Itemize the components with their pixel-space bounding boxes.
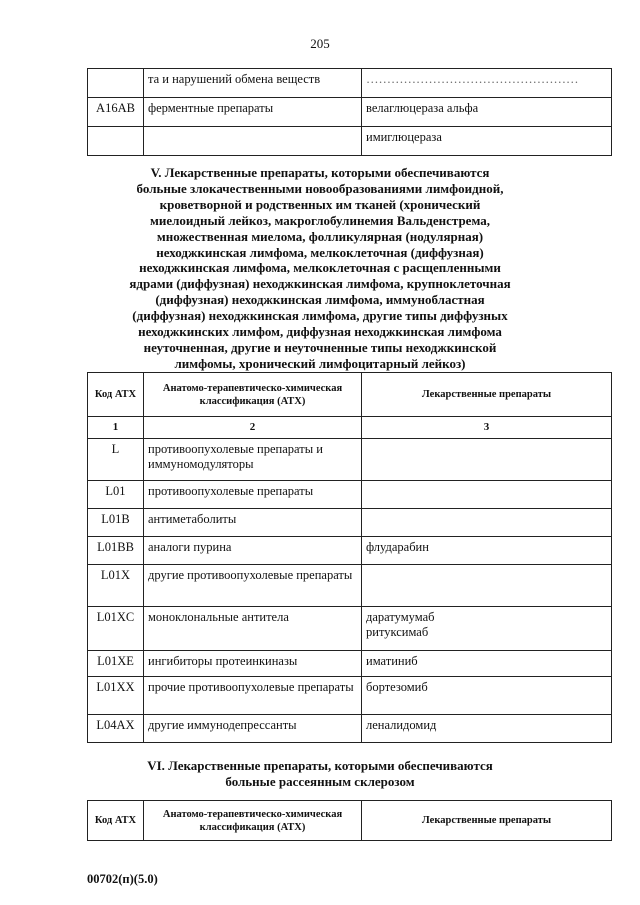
atc-classification: моноклональные антитела — [144, 607, 362, 651]
table-row — [88, 481, 612, 509]
heading-line: множественная миелома, фолликулярная (нодулярная) — [156, 228, 484, 244]
drug-list — [362, 651, 612, 677]
table-row — [88, 537, 612, 565]
atc-code: L01XX — [88, 677, 144, 715]
atc-classification: другие иммунодепрессанты — [144, 715, 362, 743]
table-row — [88, 98, 612, 127]
drug-list — [362, 565, 612, 607]
drug-name: флударабин — [366, 540, 429, 554]
heading-line: миелоидный лейкоз, макроглобулинемия Вальденстрема, — [150, 212, 490, 228]
drug-name: иматиниб — [366, 654, 418, 668]
heading-line: V. Лекарственные препараты, которыми обеспечиваются — [150, 165, 490, 180]
atc-code: L04AX — [88, 715, 144, 743]
heading-line: неходжкинских лимфом, диффузная неходжкинская лимфома — [138, 324, 502, 340]
drug-list — [362, 715, 612, 743]
header-drugs: Лекарственные препараты — [362, 801, 612, 841]
atc-classification: аналоги пурина — [144, 537, 362, 565]
atc-classification: прочие противоопухолевые препараты — [144, 677, 362, 715]
drug-list — [362, 481, 612, 509]
column-index-3: 3 — [362, 417, 612, 439]
table-row — [88, 69, 612, 98]
drug-list — [362, 439, 612, 481]
atc-classification — [144, 127, 362, 156]
drug-list — [362, 509, 612, 537]
column-index-2: 2 — [144, 417, 362, 439]
atc-code: L01XE — [88, 651, 144, 677]
heading-line: кроветворной и родственных им тканей (хронический — [159, 196, 481, 212]
heading-line: больные рассеянным склерозом — [225, 773, 415, 789]
table-row — [88, 607, 612, 651]
header-classification: Анатомо-терапевтическо-химическая классификация (АТХ) — [144, 801, 362, 841]
heading-line: VI. Лекарственные препараты, которыми обеспечиваются — [147, 758, 493, 773]
header-drugs: Лекарственные препараты — [362, 373, 612, 417]
atc-code: L01X — [88, 565, 144, 607]
page-number: 205 — [310, 36, 330, 51]
atc-classification: та и нарушений обмена веществ — [144, 69, 362, 98]
atc-code: L01XC — [88, 607, 144, 651]
heading-line: (диффузная) неходжкинская лимфома, иммунобластная — [155, 292, 485, 308]
drug-name: ритуксимаб — [366, 625, 429, 639]
atc-classification: другие противоопухолевые препараты — [144, 565, 362, 607]
atc-code — [88, 69, 144, 98]
drug-list — [362, 127, 612, 156]
header-code: Код АТХ — [88, 373, 144, 417]
drug-name: …………………………………………… — [366, 72, 579, 86]
atc-classification: ингибиторы протеинкиназы — [144, 651, 362, 677]
table-row — [88, 565, 612, 607]
drug-table-section-6 — [87, 800, 612, 841]
drug-name: даратумумаб — [366, 610, 435, 624]
drug-list — [362, 607, 612, 651]
atc-code: L01BB — [88, 537, 144, 565]
drug-name: леналидомид — [366, 718, 437, 732]
column-index-1: 1 — [88, 417, 144, 439]
table-row — [88, 715, 612, 743]
heading-line: (диффузная) неходжкинская лимфома, другие типы диффузных — [132, 308, 508, 324]
heading-line: неходжкинская лимфома, мелкоклеточная с расщепленными — [139, 260, 501, 276]
atc-code: A16AB — [88, 98, 144, 127]
atc-classification: антиметаболиты — [144, 509, 362, 537]
drug-list — [362, 537, 612, 565]
document-code: 00702(п)(5.0) — [87, 872, 158, 886]
heading-line: неходжкинская лимфома, мелкоклеточная (диффузная) — [156, 244, 484, 260]
heading-line: лимфомы, хронический лимфоцитарный лейкоз) — [174, 355, 466, 371]
drug-name: бортезомиб — [366, 680, 428, 694]
drug-list — [362, 677, 612, 715]
drug-name: велаглюцераза альфа — [366, 101, 479, 115]
heading-line: больные злокачественными новообразованиями лимфоидной, — [136, 180, 504, 196]
atc-classification: ферментные препараты — [144, 98, 362, 127]
table-row — [88, 127, 612, 156]
section-6-heading — [0, 758, 640, 790]
table-row — [88, 677, 612, 715]
continuation-table — [87, 68, 612, 156]
atc-classification: противоопухолевые препараты и иммуномодуляторы — [144, 439, 362, 481]
table-row — [88, 651, 612, 677]
atc-code: L01 — [88, 481, 144, 509]
atc-classification: противоопухолевые препараты — [144, 481, 362, 509]
atc-code — [88, 127, 144, 156]
heading-line: ядрами (диффузная) неходжкинская лимфома, крупноклеточная — [129, 276, 511, 292]
drug-name: имиглюцераза — [366, 130, 442, 144]
section-5-heading — [0, 165, 640, 372]
atc-code: L01B — [88, 509, 144, 537]
heading-line: неуточненная, другие и неуточненные типы неходжкинской — [143, 339, 497, 355]
header-classification: Анатомо-терапевтическо-химическая классификация (АТХ) — [144, 373, 362, 417]
table-row — [88, 439, 612, 481]
table-row — [88, 509, 612, 537]
drug-table-section-5 — [87, 372, 612, 743]
drug-list — [362, 69, 612, 98]
drug-list — [362, 98, 612, 127]
atc-code: L — [88, 439, 144, 481]
header-code: Код АТХ — [88, 801, 144, 841]
